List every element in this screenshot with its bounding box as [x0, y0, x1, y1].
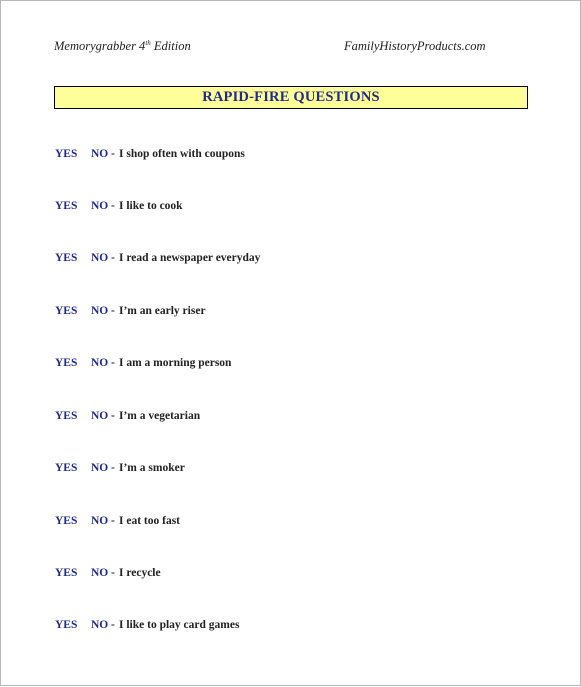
question-text: I recycle — [119, 567, 161, 579]
header-edition-name: Memorygrabber 4 — [54, 39, 146, 53]
question-separator: - — [111, 148, 115, 160]
yes-option[interactable]: YES — [55, 200, 78, 212]
yes-option[interactable]: YES — [55, 305, 78, 317]
yes-option[interactable]: YES — [55, 252, 78, 264]
question-text: I shop often with coupons — [119, 148, 245, 160]
header-website: FamilyHistoryProducts.com — [344, 39, 486, 53]
no-option[interactable]: NO — [91, 462, 109, 474]
no-option[interactable]: NO — [91, 357, 109, 369]
question-text: I like to cook — [119, 200, 183, 212]
question-separator: - — [111, 252, 115, 264]
question-separator: - — [111, 200, 115, 212]
question-text: I read a newspaper everyday — [119, 252, 261, 264]
question-text: I’m an early riser — [119, 305, 206, 317]
question-separator: - — [111, 305, 115, 317]
no-option[interactable]: NO — [91, 252, 109, 264]
question-text: I’m a smoker — [119, 462, 185, 474]
no-option[interactable]: NO — [91, 305, 109, 317]
question-separator: - — [111, 357, 115, 369]
yes-option[interactable]: YES — [55, 567, 78, 579]
yes-option[interactable]: YES — [55, 410, 78, 422]
page-title: RAPID-FIRE QUESTIONS — [202, 89, 380, 105]
yes-option[interactable]: YES — [55, 619, 78, 631]
no-option[interactable]: NO — [91, 619, 109, 631]
question-separator: - — [111, 410, 115, 422]
no-option[interactable]: NO — [91, 200, 109, 212]
header-edition-superscript: th — [145, 38, 151, 47]
header-edition-suffix: Edition — [150, 39, 191, 53]
no-option[interactable]: NO — [91, 410, 109, 422]
question-separator: - — [111, 462, 115, 474]
question-text: I like to play card games — [119, 619, 240, 631]
question-text: I’m a vegetarian — [119, 410, 201, 422]
yes-option[interactable]: YES — [55, 462, 78, 474]
question-separator: - — [111, 515, 115, 527]
no-option[interactable]: NO — [91, 515, 109, 527]
question-separator: - — [111, 619, 115, 631]
yes-option[interactable]: YES — [55, 515, 78, 527]
yes-option[interactable]: YES — [55, 148, 78, 160]
question-text: I am a morning person — [119, 357, 232, 369]
question-list — [55, 1, 525, 687]
no-option[interactable]: NO — [91, 567, 109, 579]
question-text: I eat too fast — [119, 515, 180, 527]
no-option[interactable]: NO — [91, 148, 109, 160]
yes-option[interactable]: YES — [55, 357, 78, 369]
question-separator: - — [111, 567, 115, 579]
